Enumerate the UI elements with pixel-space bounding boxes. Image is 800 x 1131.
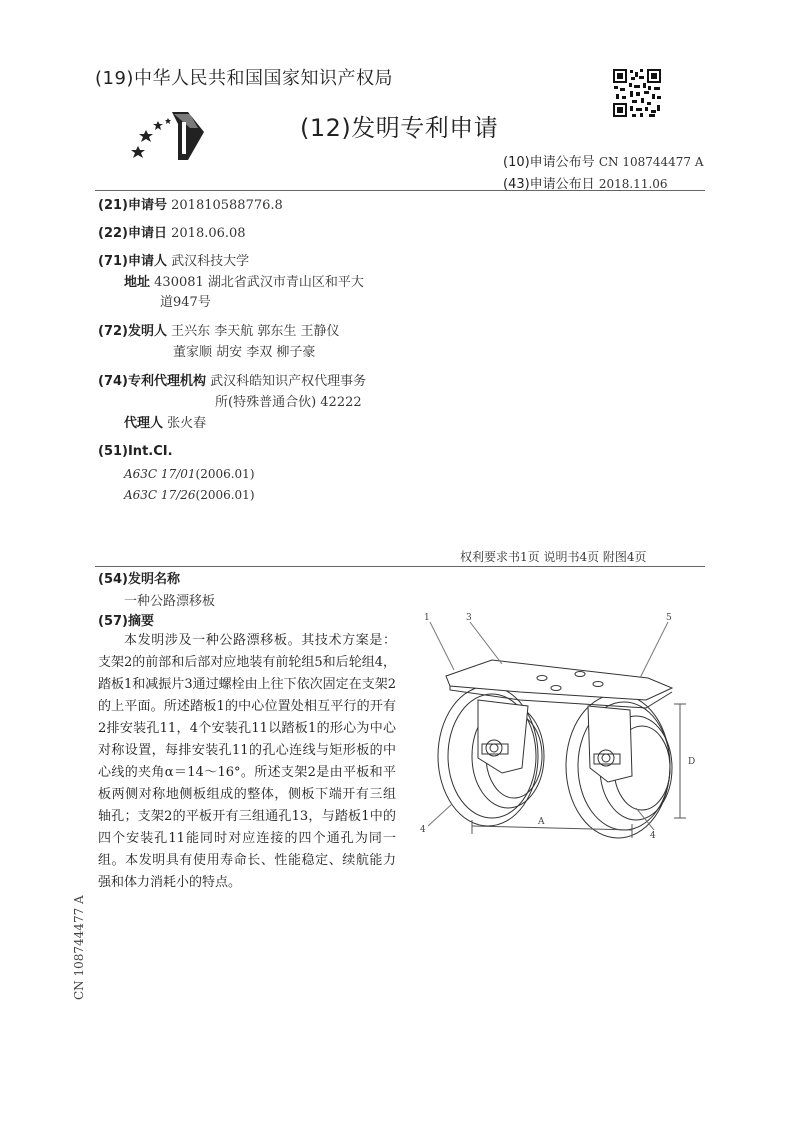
address-line-1: 430081 湖北省武汉市青山区和平大	[154, 275, 364, 290]
application-number-label: (21)申请号	[98, 198, 167, 213]
agency-line-2	[215, 393, 362, 413]
agency-line-1: 武汉科皓知识产权代理事务	[210, 374, 367, 389]
inventors-row	[98, 322, 340, 342]
publication-date-label: (43)申请公布日	[503, 177, 595, 192]
abstract-text: 本发明涉及一种公路漂移板。其技术方案是：支架2的前部和后部对应地装有前轮组5和后轮组4，踏板1和减振片3通过螺栓由上往下依次固定在支架2的上平面。所述踏板1的中心位置处相互平行的开有2排安装孔11，4个安装孔11以踏板1的形心为中心对称设置，每排安装孔11的孔心连线与矩形板的中心线的夹角α＝14～16°。所述支架2是由平板和平板两侧对称地侧板组成的整体，侧板下端开有三组轴孔；支架2的平板开有三组通孔13，与踏板1中的四个安装孔11能同时对应连接的四个通孔为同一组。本发明具有使用寿命长、性能稳定、续航能力强和体力消耗小的特点。	[98, 633, 396, 890]
figure-label-4b: 4	[650, 831, 656, 841]
inventors-label: (72)发明人	[98, 324, 167, 339]
inventors-line-2	[173, 343, 315, 363]
figure-label-1: 1	[424, 613, 430, 623]
application-number: 201810588776.8	[171, 198, 283, 213]
header-divider	[95, 190, 705, 191]
filing-date-row	[98, 224, 246, 244]
agency-label: (74)专利代理机构	[98, 374, 206, 389]
address-line-2-text: 道947号	[160, 295, 211, 310]
publication-date: 2018.11.06	[598, 177, 668, 191]
agent-name: 张火春	[167, 416, 207, 431]
int-cl-row	[98, 442, 173, 462]
ipc-row-1	[124, 464, 255, 485]
title-label-row	[98, 570, 180, 590]
filing-date-label: (22)申请日	[98, 226, 167, 241]
patent-office-logo	[128, 102, 216, 172]
office-name: (19)中华人民共和国国家知识产权局	[95, 68, 393, 89]
publication-number-row	[503, 151, 704, 170]
figure-dimension-a: A	[538, 817, 545, 827]
ipc-code-2: A63C 17/26	[124, 488, 196, 502]
qr-code-icon	[612, 68, 662, 118]
applicant-label: (71)申请人	[98, 254, 167, 269]
inventors-line-1: 王兴东 李天航 郭东生 王静仪	[171, 324, 340, 339]
agent-label: 代理人	[124, 416, 164, 431]
figure-label-5: 5	[666, 613, 672, 623]
figure-dimension-d: D	[688, 757, 696, 767]
int-cl-label: (51)Int.CI.	[98, 444, 173, 459]
document-type: (12)发明专利申请	[300, 114, 499, 142]
publication-number: CN 108744477 A	[598, 155, 704, 169]
address-row	[124, 273, 364, 293]
filing-date: 2018.06.08	[171, 226, 246, 241]
agency-row	[98, 372, 366, 392]
figure-label-3: 3	[466, 613, 472, 623]
abstract-label-row	[98, 612, 154, 632]
applicant-row	[98, 252, 249, 272]
ipc-code-1: A63C 17/01	[124, 467, 196, 481]
figure-label-4: 4	[420, 825, 426, 835]
ipc-version-2: (2006.01)	[195, 488, 255, 502]
invention-title: 一种公路漂移板	[124, 594, 216, 609]
address-line-2	[160, 293, 211, 313]
page-count-info: 权利要求书1页 说明书4页 附图4页	[460, 550, 647, 564]
publication-number-label: (10)申请公布号	[503, 155, 595, 170]
invention-title-row	[124, 592, 215, 612]
inventors-line-2-text: 董家顺 胡安 李双 柳子豪	[173, 345, 316, 360]
address-label: 地址	[124, 275, 151, 290]
agency-line-2-text: 所(特殊普通合伙) 42222	[215, 395, 362, 410]
ipc-version-1: (2006.01)	[195, 467, 255, 481]
agent-row	[124, 414, 206, 434]
applicant-name: 武汉科技大学	[171, 254, 250, 269]
section-divider	[95, 566, 705, 567]
application-number-row	[98, 196, 283, 216]
side-publication-number: CN 108744477 A	[72, 895, 86, 1000]
drift-board-figure	[410, 608, 710, 848]
ipc-row-2	[124, 485, 255, 506]
title-label: (54)发明名称	[98, 572, 180, 587]
abstract-label: (57)摘要	[98, 614, 154, 629]
